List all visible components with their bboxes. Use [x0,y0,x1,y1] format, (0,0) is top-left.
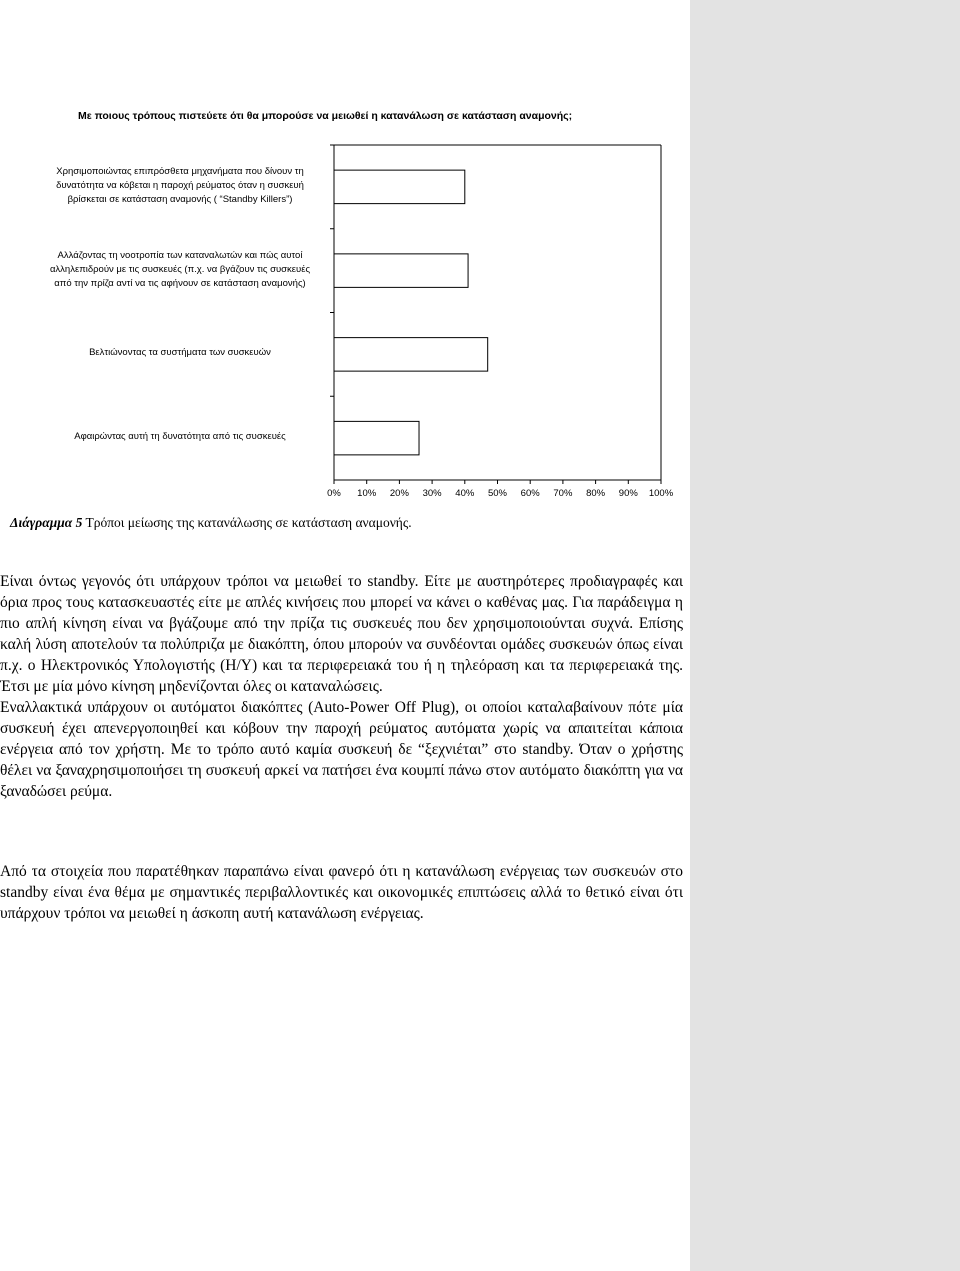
bar-chart [0,0,690,520]
x-axis-tick-label: 40% [455,488,475,499]
comment-pane [690,0,960,1271]
body-paragraph-block-1 [0,571,683,802]
bar [334,170,465,204]
category-label-line: Αλλάζοντας τη νοοτροπία των καταναλωτών και πώς αυτοί [57,250,303,261]
category-label-line: Βελτιώνοντας τα συστήματα των συσκευών [89,347,271,358]
body-paragraph: Από τα στοιχεία που παρατέθηκαν παραπάνω είναι φανερό ότι η κατανάλωση ενέργειας των συσκευών στο standby είναι ένα θέμα με σημαντικές περιβαλλοντικές και οικονομικές επιπτώσεις αλλά το θετικό είναι ότι υπάρχουν τρόποι να μειωθεί η άσκοπη αυτή κατανάλωση ενέργειας. [0,863,683,922]
x-axis-tick-label: 60% [520,488,540,499]
x-axis-tick-label: 90% [618,488,638,499]
category-label-line: αλληλεπιδρούν με τις συσκευές (π.χ. να βγάζουν τις συσκευές [49,264,311,275]
x-axis-tick-label: 80% [586,488,606,499]
body-paragraph: Εναλλακτικά υπάρχουν οι αυτόματοι διακόπτες (Auto-Power Off Plug), οι οποίοι καταλαβαίνουν πότε μία συσκευή έχει απενεργοποιηθεί και κόβουν την παροχή ρεύματος αυτόματα χωρίς να απαιτείται κάποια ενέργεια από τον χρήστη. Με το τρόπο αυτό καμία συσκευή δε “ξεχνιέται” στο standby. Όταν ο χρήστης θέλει να ξαναχρησιμοποιήσει τη συσκευή αρκεί να πατήσει ένα κουμπί πάνω στον αυτόματο διακόπτη για να ξαναδώσει ρεύμα. [0,699,683,800]
x-axis-tick-label: 100% [648,488,674,499]
x-axis-tick-label: 10% [357,488,377,499]
caption-lead: Διάγραμμα 5 [10,515,83,530]
body-paragraph: Είναι όντως γεγονός ότι υπάρχουν τρόποι να μειωθεί το standby. Είτε με αυστηρότερες προδιαγραφές και όρια προς τους κατασκευαστές είτε με απλές κινήσεις που μπορεί να κάνει ο καθένας μας. Για παράδειγμα η πιο απλή κίνηση είναι να βγάζουμε από την πρίζα τις συσκευές που δεν χρησιμοποιούνται συχνά. Επίσης καλή λύση αποτελούν τα πολύπριζα με διακόπτη, όπου μπορούν να συνδέονται ομάδες συσκευών όπως είναι π.χ. ο Ηλεκτρονικός Υπολογιστής (Η/Υ) και τα περιφερειακά του ή η τηλεόραση και τα περιφερειακά της. Έτσι με μία μόνο κίνηση μηδενίζονται όλες οι καταναλώσεις. [0,573,683,695]
category-label-line: από την πρίζα αντί να τις αφήνουν σε κατάσταση αναμονής) [54,278,306,289]
x-axis-ticks [334,480,661,484]
x-axis-tick-label: 30% [422,488,442,499]
x-axis-tick-label: 20% [389,488,409,499]
category-label-line: Αφαιρώντας αυτή τη δυνατότητα από τις συσκευές [74,431,286,442]
bar [334,421,419,455]
chart-title: Με ποιους τρόπους πιστεύετε ότι θα μπορούσε να μειωθεί η κατανάλωση σε κατάσταση αναμονής; [78,110,573,122]
caption-text: Τρόποι μείωσης της κατανάλωσης σε κατάσταση αναμονής. [82,515,412,530]
x-axis-tick-label: 0% [327,488,341,499]
category-label-line: δυνατότητα να κόβεται η παροχή ρεύματος όταν η συσκευή [56,180,304,191]
body-paragraph-block-2 [0,861,683,924]
bars [330,145,488,455]
x-axis-tick-label: 50% [487,488,508,499]
bar [334,338,488,372]
x-axis-tick-label: 70% [553,488,573,499]
category-label-line: βρίσκεται σε κατάσταση αναμονής ( “Standby Killers”) [67,194,293,205]
category-label-line: Χρησιμοποιώντας επιπρόσθετα μηχανήματα που δίνουν τη [56,166,304,177]
figure-caption [10,515,412,531]
bar [334,254,468,288]
